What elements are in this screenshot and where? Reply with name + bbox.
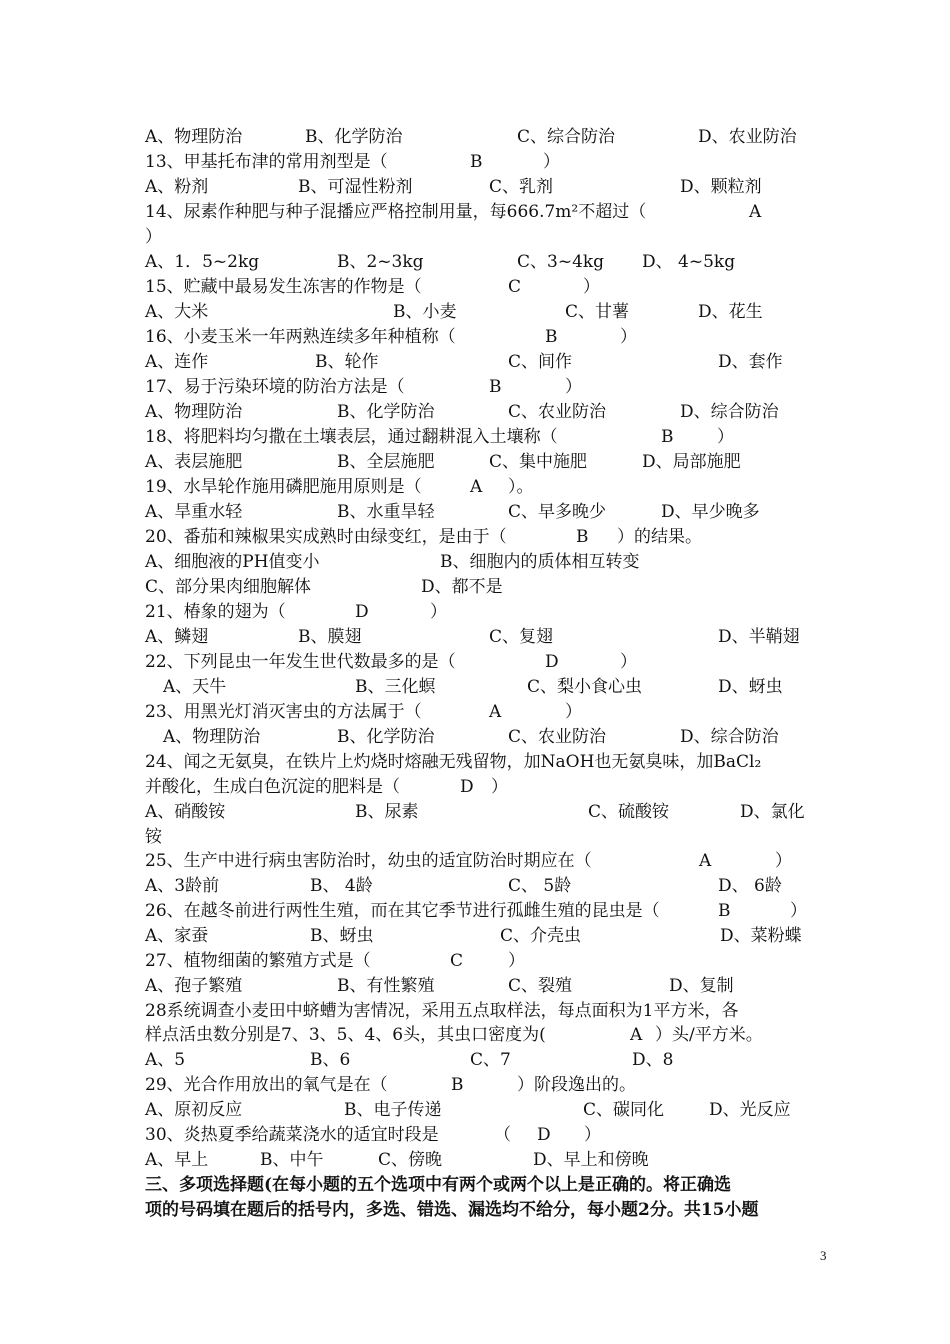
text-segment: A、天牛 — [163, 677, 227, 697]
text-segment: B、三化螟 — [355, 677, 436, 697]
text-segment: C、硫酸铵 — [588, 802, 670, 822]
text-segment: B、轮作 — [315, 352, 379, 372]
text-segment: A、1．5~2kg — [145, 252, 260, 272]
text-segment: 13、甲基托布津的常用剂型是（ — [145, 152, 388, 172]
text-line — [0, 701, 950, 723]
text-line — [0, 551, 950, 573]
text-segment: C、综合防治 — [517, 127, 616, 147]
text-segment: C、傍晚 — [378, 1150, 443, 1170]
text-segment: C — [508, 277, 522, 297]
text-segment: C、介壳虫 — [500, 926, 582, 946]
text-segment: D、光反应 — [709, 1100, 791, 1120]
text-segment: D、综合防治 — [680, 402, 779, 422]
text-segment: 26、在越冬前进行两性生殖，而在其它季节进行孤雌生殖的昆虫是（ — [145, 901, 660, 921]
text-segment: A、早上 — [145, 1150, 209, 1170]
text-segment: B — [718, 901, 731, 921]
text-segment: C、裂殖 — [508, 976, 573, 996]
text-line — [0, 900, 950, 922]
text-segment: C、间作 — [508, 352, 573, 372]
text-segment: A、3龄前 — [145, 876, 220, 896]
text-segment: A — [699, 851, 712, 871]
text-segment: C、复翅 — [489, 627, 554, 647]
text-segment: ） — [565, 702, 582, 722]
text-segment: A、物理防治 — [145, 127, 243, 147]
text-segment: A、鳞翅 — [145, 627, 209, 647]
text-segment: B、尿素 — [355, 802, 419, 822]
text-segment: B — [470, 152, 483, 172]
text-segment: A — [470, 477, 483, 497]
text-segment: B、有性繁殖 — [337, 976, 435, 996]
text-segment: C、3~4kg — [517, 252, 605, 272]
text-segment: 14、尿素作种肥与种子混播应严格控制用量，每666.7m²不超过（ — [145, 202, 647, 222]
text-segment: 19、水旱轮作施用磷肥施用原则是（ — [145, 477, 422, 497]
text-line — [0, 226, 950, 248]
text-segment: ） — [584, 1125, 601, 1145]
text-segment: B、中午 — [260, 1150, 324, 1170]
text-segment: B — [451, 1075, 464, 1095]
text-segment: 17、易于污染环境的防治方法是（ — [145, 377, 405, 397]
text-segment: 15、贮藏中最易发生冻害的作物是（ — [145, 277, 422, 297]
text-line — [0, 1099, 950, 1121]
text-line — [0, 1000, 950, 1022]
text-segment: C — [450, 951, 464, 971]
text-segment: A、5 — [145, 1050, 186, 1070]
text-segment: B — [489, 377, 502, 397]
text-segment: C、集中施肥 — [489, 452, 588, 472]
text-segment: 23、用黑光灯消灭害虫的方法属于（ — [145, 702, 422, 722]
text-line — [0, 526, 950, 548]
text-segment: D、半鞘翅 — [718, 627, 800, 647]
text-segment: C、碳同化 — [583, 1100, 665, 1120]
text-segment: D — [545, 652, 559, 672]
text-line — [0, 1124, 950, 1146]
text-segment: B、蚜虫 — [310, 926, 374, 946]
text-segment: 25、生产中进行病虫害防治时，幼虫的适宜防治时期应在（ — [145, 851, 592, 871]
text-segment: ） — [775, 851, 792, 871]
text-segment: A、大米 — [145, 302, 209, 322]
text-segment: D、复制 — [669, 976, 734, 996]
text-segment: C、农业防治 — [508, 727, 607, 747]
text-line — [0, 451, 950, 473]
text-segment: A — [749, 202, 762, 222]
text-segment: 27、植物细菌的繁殖方式是（ — [145, 951, 371, 971]
text-segment: B — [545, 327, 558, 347]
text-segment: A — [489, 702, 502, 722]
text-segment: ）头/平方米。 — [655, 1025, 763, 1045]
text-segment: ） — [543, 152, 560, 172]
text-line — [0, 351, 950, 373]
text-segment: D、菜粉蝶 — [720, 926, 802, 946]
text-line — [0, 626, 950, 648]
text-segment: C、 5龄 — [508, 876, 572, 896]
text-segment: ） — [508, 951, 525, 971]
text-line — [0, 850, 950, 872]
text-segment: B、2~3kg — [337, 252, 424, 272]
text-segment: B、全层施肥 — [337, 452, 435, 472]
text-segment: D、花生 — [698, 302, 763, 322]
text-segment: B、可湿性粉剂 — [298, 177, 413, 197]
text-line — [0, 326, 950, 348]
text-line — [0, 301, 950, 323]
text-segment: A、连作 — [145, 352, 209, 372]
text-segment: B、细胞内的质体相互转变 — [440, 552, 640, 572]
text-segment: D、8 — [632, 1050, 674, 1070]
text-segment: D、颗粒剂 — [680, 177, 762, 197]
text-line — [0, 1024, 950, 1046]
text-segment: ） — [491, 777, 508, 797]
text-segment: C、7 — [470, 1050, 511, 1070]
text-segment: B、化学防治 — [337, 727, 435, 747]
text-segment: ） — [620, 327, 637, 347]
text-line — [0, 651, 950, 673]
text-segment: （ — [494, 1125, 511, 1145]
text-segment: D — [460, 777, 474, 797]
text-line — [0, 151, 950, 173]
text-segment: A、细胞液的PH值变小 — [145, 552, 320, 572]
text-segment: C、农业防治 — [508, 402, 607, 422]
text-line — [0, 1049, 950, 1071]
text-segment: 16、小麦玉米一年两熟连续多年种植称（ — [145, 327, 456, 347]
text-segment: D、都不是 — [421, 577, 503, 597]
text-line — [0, 726, 950, 748]
text-line — [0, 1174, 950, 1196]
text-segment: B、6 — [310, 1050, 351, 1070]
text-segment: 30、炎热夏季给蔬菜浇水的适宜时段是 — [145, 1125, 439, 1145]
text-segment: ） — [565, 377, 582, 397]
page-number: 3 — [820, 1248, 827, 1263]
text-segment: D — [355, 602, 369, 622]
text-segment: D、 6龄 — [718, 876, 782, 896]
text-segment: C、部分果肉细胞解体 — [145, 577, 312, 597]
text-segment: A、物理防治 — [145, 402, 243, 422]
text-segment: C、甘薯 — [565, 302, 630, 322]
text-segment: B、小麦 — [393, 302, 457, 322]
text-segment: B — [576, 527, 589, 547]
text-segment: C、早多晚少 — [508, 502, 607, 522]
text-segment: B、膜翅 — [298, 627, 362, 647]
text-line — [0, 476, 950, 498]
text-line — [0, 276, 950, 298]
text-segment: D、套作 — [718, 352, 783, 372]
text-segment: ）的结果。 — [617, 527, 702, 547]
text-line — [0, 176, 950, 198]
text-segment: D、早上和傍晚 — [533, 1150, 649, 1170]
text-line — [0, 925, 950, 947]
text-line — [0, 1149, 950, 1171]
text-line — [0, 501, 950, 523]
text-segment: A — [630, 1025, 643, 1045]
text-line — [0, 426, 950, 448]
text-line — [0, 676, 950, 698]
text-line — [0, 201, 950, 223]
text-segment: 24、闻之无氨臭，在铁片上灼烧时熔融无残留物，加NaOH也无氨臭味，加BaCl₂ — [145, 752, 762, 772]
text-segment: C、梨小食心虫 — [527, 677, 643, 697]
text-segment: D、氯化 — [740, 802, 805, 822]
text-segment: D、局部施肥 — [642, 452, 741, 472]
text-segment: ） — [717, 427, 734, 447]
text-segment: D、农业防治 — [698, 127, 797, 147]
text-segment: 22、下列昆虫一年发生世代数最多的是（ — [145, 652, 456, 672]
text-segment: A、粉剂 — [145, 177, 209, 197]
text-line — [0, 376, 950, 398]
text-segment: B、电子传递 — [344, 1100, 442, 1120]
text-segment: 三、多项选择题(在每小题的五个选项中有两个或两个以上是正确的。将正确选 — [145, 1175, 732, 1195]
text-segment: A、家蚕 — [145, 926, 209, 946]
text-segment: A、表层施肥 — [145, 452, 243, 472]
text-segment: D、 4~5kg — [642, 252, 736, 272]
text-segment: 28系统调查小麦田中蛴螬为害情况，采用五点取样法，每点面积为1平方米，各 — [145, 1001, 739, 1021]
text-line — [0, 875, 950, 897]
text-segment: B、化学防治 — [305, 127, 403, 147]
text-segment: 样点活虫数分别是7、3、5、4、6头，其虫口密度为( — [145, 1025, 546, 1045]
text-segment: B — [661, 427, 674, 447]
text-line — [0, 1199, 950, 1221]
text-segment: ）。 — [508, 477, 534, 497]
text-segment: D、早少晚多 — [661, 502, 760, 522]
text-line — [0, 1074, 950, 1096]
text-segment: B、 4龄 — [310, 876, 373, 896]
text-segment: ） — [620, 652, 637, 672]
text-segment: ） — [430, 602, 447, 622]
text-segment: ） — [145, 227, 162, 247]
text-segment: D、蚜虫 — [718, 677, 783, 697]
text-line — [0, 776, 950, 798]
text-segment: ） — [583, 277, 600, 297]
text-line — [0, 401, 950, 423]
text-segment: C、乳剂 — [489, 177, 554, 197]
text-line — [0, 950, 950, 972]
text-segment: B、化学防治 — [337, 402, 435, 422]
text-line — [0, 601, 950, 623]
text-segment: 18、将肥料均匀撒在土壤表层，通过翻耕混入土壤称（ — [145, 427, 558, 447]
text-segment: D — [537, 1125, 551, 1145]
text-segment: A、硝酸铵 — [145, 802, 226, 822]
text-segment: 29、光合作用放出的氧气是在（ — [145, 1075, 388, 1095]
text-line — [0, 126, 950, 148]
text-segment: 并酸化，生成白色沉淀的肥料是（ — [145, 777, 400, 797]
text-segment: B、水重旱轻 — [337, 502, 435, 522]
text-line — [0, 576, 950, 598]
text-line — [0, 251, 950, 273]
text-segment: 铵 — [145, 827, 162, 847]
text-segment: ） — [790, 901, 807, 921]
text-segment: ）阶段逸出的。 — [517, 1075, 636, 1095]
text-segment: A、旱重水轻 — [145, 502, 243, 522]
text-segment: 项的号码填在题后的括号内，多选、错选、漏选均不给分，每小题2分。共15小题 — [145, 1200, 759, 1220]
text-line — [0, 751, 950, 773]
text-segment: A、孢子繁殖 — [145, 976, 243, 996]
text-line — [0, 801, 950, 823]
text-segment: 21、椿象的翅为（ — [145, 602, 286, 622]
text-segment: A、原初反应 — [145, 1100, 243, 1120]
text-segment: D、综合防治 — [680, 727, 779, 747]
text-segment: A、物理防治 — [163, 727, 261, 747]
text-segment: 20、番茄和辣椒果实成熟时由绿变红，是由于（ — [145, 527, 507, 547]
text-line — [0, 826, 950, 848]
text-line — [0, 975, 950, 997]
